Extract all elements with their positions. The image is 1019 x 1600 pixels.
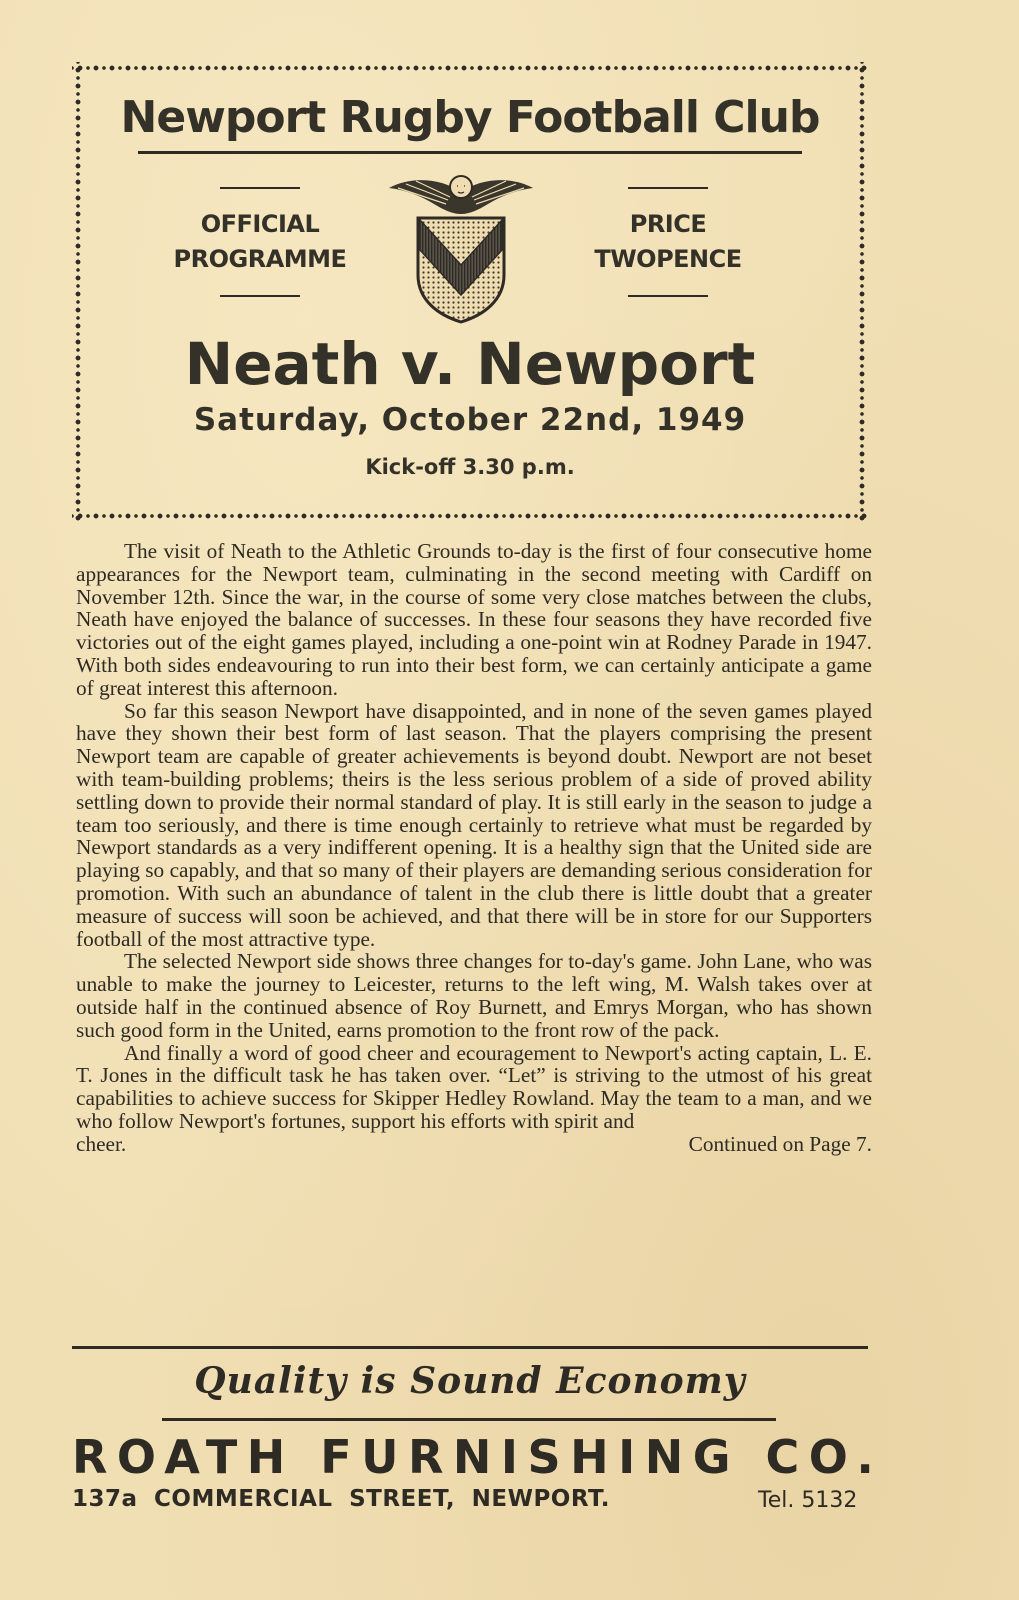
label-line: PROGRAMME xyxy=(173,245,347,273)
label-line: TWOPENCE xyxy=(594,245,742,273)
advert-company: ROATH FURNISHING CO. xyxy=(72,1430,884,1484)
article-closing-word: cheer. xyxy=(76,1131,127,1156)
kickoff-time: Kick-off 3.30 p.m. xyxy=(365,455,575,479)
programme-header-frame xyxy=(72,62,868,522)
cherub-head-icon xyxy=(450,176,472,198)
article-last-line xyxy=(76,1133,872,1156)
match-title: Neath v. Newport xyxy=(184,330,756,398)
club-crest-icon xyxy=(386,170,536,325)
advert-divider-top xyxy=(72,1346,868,1349)
advert-address: 137a COMMERCIAL STREET, NEWPORT. xyxy=(72,1486,610,1512)
continued-note: Continued on Page 7. xyxy=(688,1131,872,1156)
divider xyxy=(220,295,300,297)
title-underline xyxy=(138,151,802,154)
article-paragraph: The selected Newport side shows three changes for to-day's game. John Lane, who was unable to make the journey to Leicester, returns to the left wing, M. Walsh takes over at outside half in the continued absence of Roy Burnett, and Emrys Morgan, who has shown such good form in the United, earns promotion to the front row of the pack. xyxy=(76,949,872,1042)
divider xyxy=(220,187,300,189)
match-date: Saturday, October 22nd, 1949 xyxy=(193,402,747,438)
decorative-border-bottom xyxy=(72,510,868,522)
article-paragraph: And finally a word of good cheer and ecouragement to Newport's acting captain, L. E. T. Jones in the difficult task he has taken over. “Let” is striving to the utmost of his great capabilities to achieve success for Skipper Hedley Rowland. May the team to a man, and we who follow Newport's fortunes, support his efforts with spirit and xyxy=(76,1040,872,1133)
article-body xyxy=(76,540,872,1156)
advert-divider-middle xyxy=(162,1418,776,1421)
price-label xyxy=(568,187,768,297)
club-name: Newport Rugby Football Club xyxy=(120,92,820,143)
article-paragraph: So far this season Newport have disappointed, and in none of the seven games played have they shown their best form of last season. That the players comprising the present Newport team are capable of greater achievements is beyond doubt. Newport are not beset with team-building problems; theirs is the less serious problem of a side of proved ability settling down to provide their normal standard of play. It is still early in the season to judge a team too seriously, and there is time enough certainly to retrieve what must be regarded by Newport standards as a very indifferent opening. It is a healthy sign that the United side are playing so capably, and that so many of their players are demanding serious consideration for promotion. With such an abundance of talent in the club there is little doubt that a greater measure of success will soon be achieved, and that there will be in store for our Supporters football of the most attractive type. xyxy=(76,698,872,951)
decorative-border-top xyxy=(72,62,868,74)
advert-slogan: Quality is Sound Economy xyxy=(194,1360,746,1402)
divider xyxy=(628,295,708,297)
label-line: PRICE xyxy=(629,210,707,238)
label-line: OFFICIAL xyxy=(200,210,320,238)
advert-telephone: Tel. 5132 xyxy=(758,1488,858,1513)
official-programme-label xyxy=(160,187,360,297)
divider xyxy=(628,187,708,189)
article-paragraph: The visit of Neath to the Athletic Grounds to-day is the first of four consecutive home appearances for the Newport team, culminating in the second meeting with Cardiff on November 12th. Since the war, in the course of some very close matches between the clubs, Neath have enjoyed the balance of successes. In these four seasons they have recorded five victories out of the eight games played, including a one-point win at Rodney Parade in 1947. With both sides endeavouring to run into their best form, we can certainly anticipate a game of great interest this afternoon. xyxy=(76,539,872,700)
